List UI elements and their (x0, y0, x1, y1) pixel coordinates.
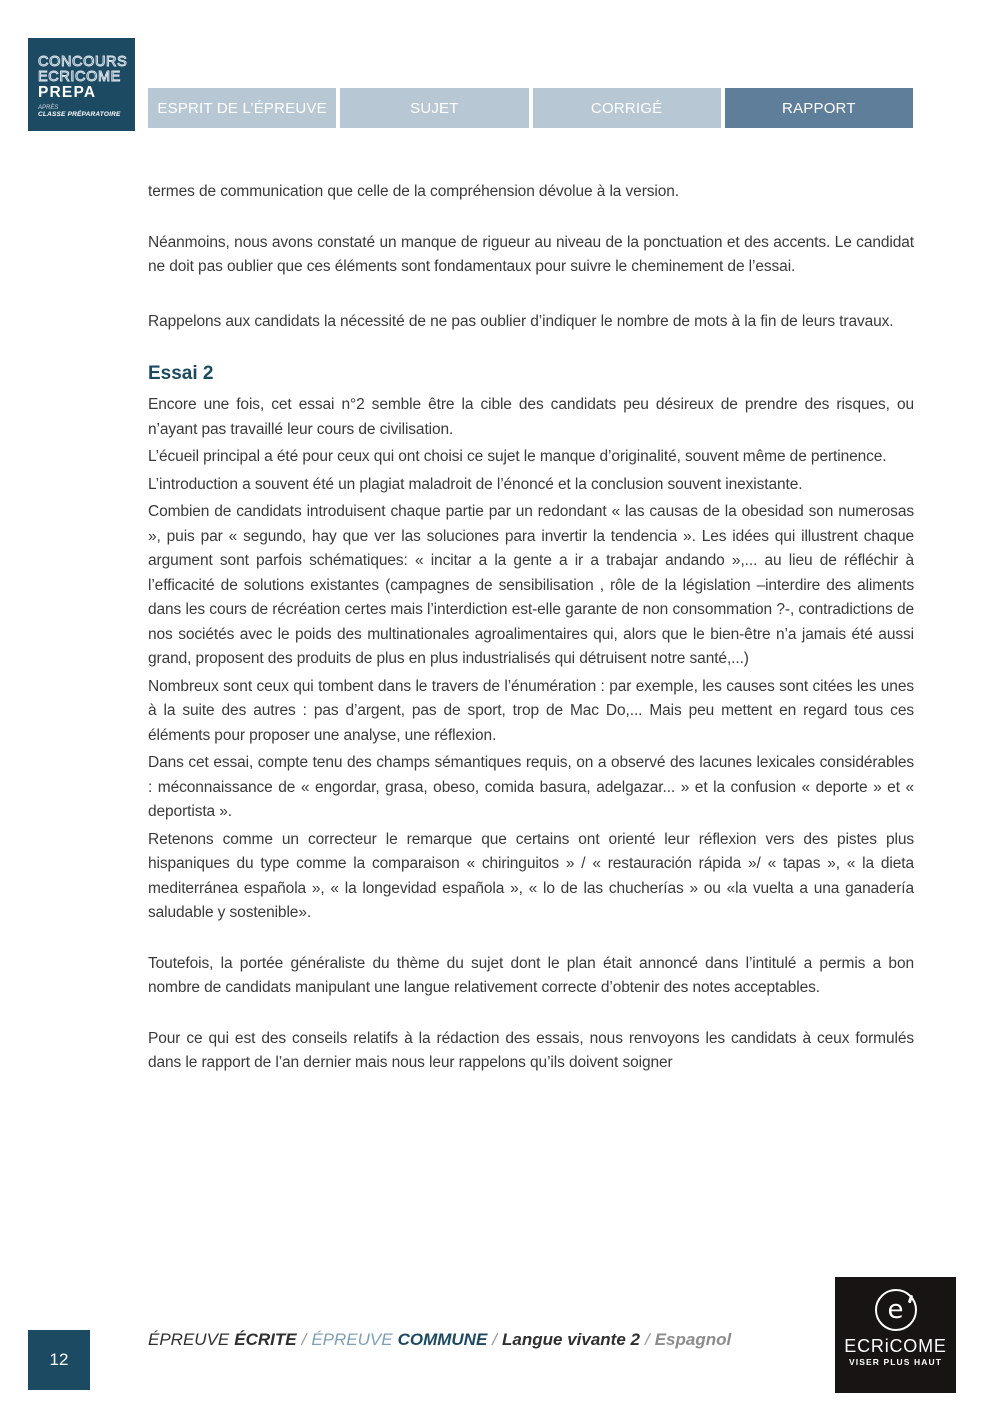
paragraph-introduction: L’introduction a souvent été un plagiat maladroit de l’énoncé et la conclusion souvent inexistante. (148, 475, 803, 493)
breadcrumb-separator: / (301, 1330, 307, 1349)
breadcrumb-espagnol: Espagnol (654, 1330, 732, 1349)
ecricome-logo-tagline: VISER PLUS HAUT (848, 1357, 942, 1367)
heading-essai-2: Essai 2 (148, 363, 214, 384)
paragraph-termes-communication: termes de communication que celle de la compréhension dévolue à la version. (148, 183, 679, 200)
tab-corrige[interactable] (533, 88, 721, 128)
tab-sujet[interactable] (340, 88, 528, 128)
logo-line-apres: APRÈS (38, 105, 59, 111)
ecricome-logo (835, 1277, 956, 1393)
paragraph-ecueil-principal: L’écueil principal a été pour ceux qui ont choisi ce sujet le manque d’originalité, souvent même de pertinence. (148, 448, 887, 465)
paragraph-combien-de-candidats: Combien de candidats introduisent chaque partie par un redondant « las causas de la obesidad son numerosas », puis par « segundo, hay que ver las soluciones para invertir la tendencia ». Les idées qui illustrent chaque argument sont parfois schématiques: « incitar a la gente a ir a trabajar andando »,... au lieu de réfléchir à l’efficacité de solutions existantes (campagnes de sensibilisation , rôle de la législation –interdire des aliments dans les cours de récréation certes mais l’interdiction est-elle garante de non consommation ?-, contradictions de nos sociétés avec le poids des multinationales agroalimentaires qui, alors que le bien-être n’a jamais été aussi grand, proposent des produits de plus en plus industrialisés qui détruisent notre santé,...) (148, 503, 914, 667)
breadcrumb-langue-vivante-2: Langue vivante 2 (502, 1330, 640, 1349)
paragraph-nombreux-sont-ceux: Nombreux sont ceux qui tombent dans le travers de l’énumération : par exemple, les causes sont citées les unes à la suite des autres : pas d’argent, pas de sport, trop de Mac Do,... Mais peu mettent en regard tous ces éléments pour proposer une analyse, une réflexion. (148, 677, 914, 744)
paragraph-encore-une-fois: Encore une fois, cet essai n°2 semble être la cible des candidats peu désireux de prendre des risques, ou n’ayant pas travaillé leur cours de civilisation. (148, 396, 914, 438)
page-number-box (28, 1330, 90, 1390)
tab-rapport[interactable] (725, 88, 913, 128)
paragraph-pour-conseils: Pour ce qui est des conseils relatifs à la rédaction des essais, nous renvoyons les candidats à ceux formulés dans le rapport de l’an dernier mais nous leur rappelons qu’ils doivent soigner (148, 1029, 914, 1071)
page-number: 12 (49, 1350, 69, 1369)
tab-bar (148, 88, 913, 128)
tab-label: ESPRIT DE L’ÉPREUVE (157, 99, 327, 117)
tab-label: SUJET (410, 99, 459, 117)
paragraph-neanmoins: Néanmoins, nous avons constaté un manque de rigueur au niveau de la ponctuation et des accents. Le candidat ne doit pas oublier que ces éléments sont fondamentaux pour suivre le cheminement de l’essai. (148, 233, 914, 275)
logo-line-prepa: PREPA (38, 84, 97, 101)
ecricome-logo-name: ECRiCOME (844, 1336, 947, 1356)
breadcrumb-commune: COMMUNE (397, 1330, 488, 1349)
breadcrumb-ecrite: ÉCRITE (234, 1330, 297, 1349)
tab-esprit-de-lepreuve[interactable] (148, 88, 336, 128)
concours-ecricome-prepa-logo (28, 38, 135, 131)
logo-line-classe-preparatoire: CLASSE PRÉPARATOIRE (38, 111, 121, 118)
logo-line-ecricome: ECRICOME (38, 69, 121, 85)
breadcrumb-epreuve: ÉPREUVE (148, 1330, 230, 1349)
footer-breadcrumb (148, 1328, 736, 1352)
tab-label: RAPPORT (782, 99, 856, 117)
report-body (148, 180, 914, 1079)
paragraph-dans-cet-essai: Dans cet essai, compte tenu des champs sémantiques requis, on a observé des lacunes lexicales considérables : méconnaissance de « engordar, grasa, obeso, comida basura, adelgazar... » et la confusion « deporte » et « deportista ». (148, 754, 914, 820)
breadcrumb-separator: / (644, 1330, 650, 1349)
logo-line-concours: CONCOURS (38, 54, 128, 70)
ecricome-monogram-letter: e (887, 1295, 904, 1325)
ecricome-monogram-icon (875, 1289, 917, 1331)
paragraph-retenons: Retenons comme un correcteur le remarque que certains ont orienté leur réflexion vers des pistes plus hispaniques du type comme la comparaison « chiringuitos » / « restauración rápida »/ « tapas », « la dieta mediterránea española », « la longevidad española », « lo de las chucherías » ou «la vuelta a una ganadería saludable y sostenible». (148, 830, 914, 921)
tab-label: CORRIGÉ (590, 99, 663, 117)
paragraph-toutefois: Toutefois, la portée généraliste du thème du sujet dont le plan était annoncé dans l’intitulé a permis a bon nombre de candidats manipulant une langue relativement correcte d’obtenir des notes acceptables. (148, 954, 914, 996)
breadcrumb-separator: / (492, 1330, 498, 1349)
breadcrumb-epreuve-2: ÉPREUVE (311, 1330, 393, 1349)
paragraph-rappelons: Rappelons aux candidats la nécessité de ne pas oublier d’indiquer le nombre de mots à la fin de leurs travaux. (148, 312, 894, 330)
